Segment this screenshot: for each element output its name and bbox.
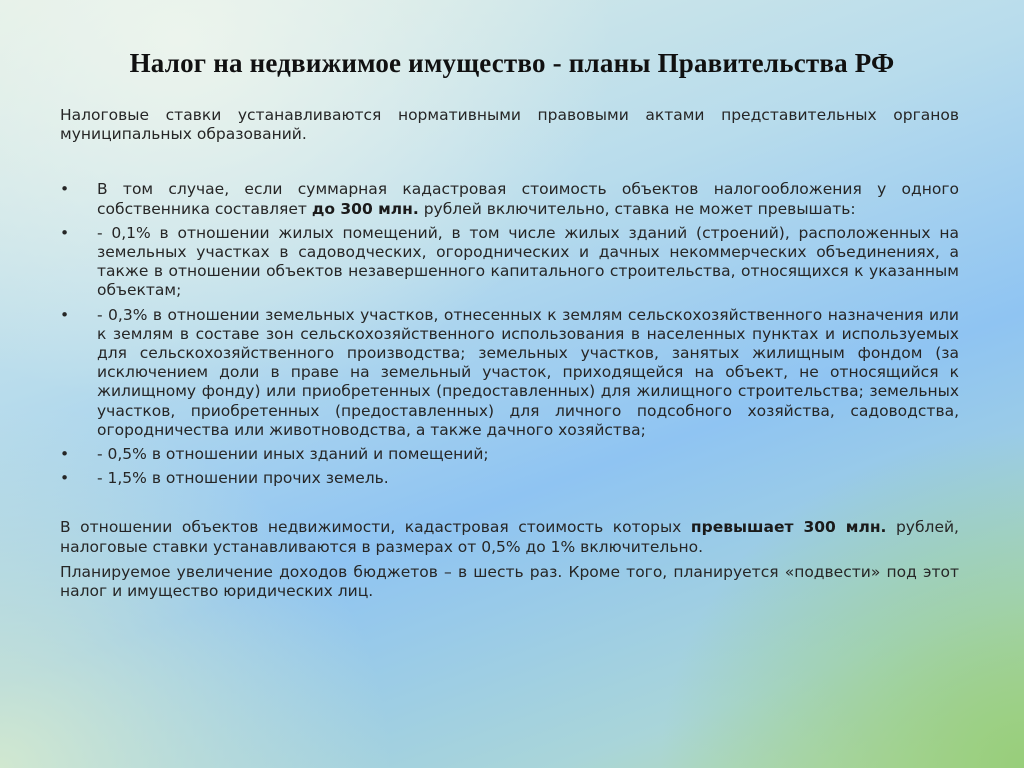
paragraph-text-before: В отношении объектов недвижимости, кадастровая стоимость которых (60, 518, 691, 537)
bullet-text: - 0,3% в отношении земельных участков, отнесенных к землям сельскохозяйственного назначения или к землям в составе зон сельскохозяйственного использования в населенных пунктах и используемых для сельскохозяйственного производства; земельных участков, занятых жилищным фондом (за исключением доли в праве на земельный участок, приходящейся на объект, не относящийся к жилищному фонду) или приобретенных (предоставленных) для жилищного строительства; земельных участков, приобретенных (предоставленных) для личного подсобного хозяйства, садоводства, огородничества или животноводства, а также дачного хозяйства; (97, 305, 959, 439)
bullet-icon: • (60, 180, 70, 199)
bullet-item-rate-other-land (60, 469, 959, 488)
bullet-item-threshold (60, 180, 959, 218)
slide-content (60, 106, 959, 601)
bullet-item-rate-residential (60, 224, 959, 301)
bullet-icon: • (60, 469, 70, 488)
bullet-text: - 1,5% в отношении прочих земель. (97, 469, 389, 488)
bullet-list (60, 180, 959, 488)
bullet-icon: • (60, 223, 70, 242)
bullet-text-before: В том случае, если суммарная кадастровая стоимость объектов налогообложения у одного собственника составляет (97, 180, 959, 218)
bullet-icon: • (60, 445, 70, 464)
paragraph-plans: Планируемое увеличение доходов бюджетов – в шесть раз. Кроме того, планируется «подвести» под этот налог и имущество юридических лиц. (60, 562, 959, 601)
slide-title: Налог на недвижимое имущество - планы Правительства РФ (129, 48, 895, 78)
bullet-item-rate-other-buildings (60, 445, 959, 464)
bullet-text-bold: до 300 млн. (311, 199, 419, 218)
bullet-item-rate-land (60, 306, 959, 440)
bullet-text-after: рублей включительно, ставка не может превышать: (418, 199, 856, 218)
paragraph-text-bold: превышает 300 млн. (690, 518, 887, 537)
intro-paragraph: Налоговые ставки устанавливаются нормативными правовыми актами представительных органов муниципальных образований. (60, 106, 959, 144)
bullet-icon: • (60, 305, 70, 324)
paragraph-text-after: рублей, налоговые ставки устанавливаются в размерах от 0,5% до 1% включительно. (60, 518, 959, 556)
bullet-text: - 0,1% в отношении жилых помещений, в том числе жилых зданий (строений), расположенных на земельных участках в садоводческих, огороднических и дачных некоммерческих объединениях, а также в отношении объектов незавершенного капитального строительства, относящихся к указанным объектам; (97, 223, 959, 300)
bullet-text: - 0,5% в отношении иных зданий и помещений; (97, 445, 489, 464)
paragraph-over-threshold (60, 518, 959, 556)
